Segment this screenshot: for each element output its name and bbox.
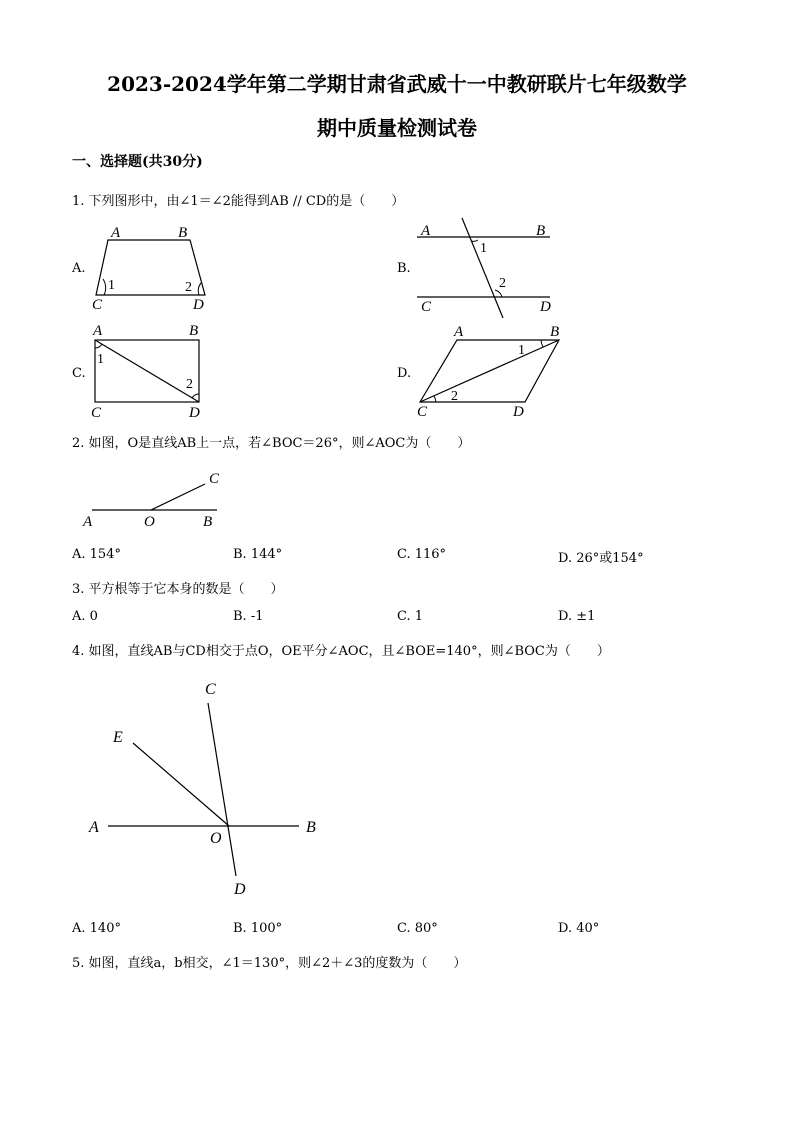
q1c-label-C: C xyxy=(91,405,102,421)
section-heading: 一、选择题(共30分) xyxy=(72,154,203,170)
q4-label-E: E xyxy=(113,729,123,746)
q1c-label-1: 1 xyxy=(97,352,104,367)
q3-option-a: A. 0 xyxy=(72,609,98,624)
q1a-label-D: D xyxy=(193,297,204,313)
q1c-label-2: 2 xyxy=(186,377,193,392)
q1b-label-B: B xyxy=(536,223,546,239)
q1b-label-A: A xyxy=(421,223,431,239)
q1-option-d: D. xyxy=(397,366,412,381)
q1d-label-B: B xyxy=(550,324,560,340)
q2-label-B: B xyxy=(203,514,213,530)
q1b-label-C: C xyxy=(421,299,432,315)
q1a-label-2: 2 xyxy=(185,280,192,295)
q2-label-O: O xyxy=(144,514,155,530)
q4-option-d: D. 40° xyxy=(558,921,600,936)
q1c-label-D: D xyxy=(189,405,200,421)
q1-option-b: B. xyxy=(397,261,411,276)
q2-option-a: A. 154° xyxy=(72,547,121,562)
q1c-label-A: A xyxy=(93,323,103,339)
question-4-stem: 4. 如图，直线AB与CD相交于点O，OE平分∠AOC，且∠BOE=140°，则∠BOC为（ ） xyxy=(72,644,610,659)
q3-option-d: D. ±1 xyxy=(558,609,596,624)
q1d-label-C: C xyxy=(417,404,428,420)
q1b-label-D: D xyxy=(540,299,551,315)
q4-label-D: D xyxy=(234,881,246,898)
q3-option-c: C. 1 xyxy=(397,609,424,624)
question-1-stem: 1. 下列图形中，由∠1＝∠2能得到AB // CD的是（ ） xyxy=(72,194,405,209)
q4-label-B: B xyxy=(306,819,316,836)
q4-option-b: B. 100° xyxy=(233,921,283,936)
q1a-label-C: C xyxy=(92,297,103,313)
page-title-line-2: 期中质量检测试卷 xyxy=(317,116,477,140)
q4-label-A: A xyxy=(89,819,99,836)
q2-option-d: D. 26°或154° xyxy=(558,551,644,566)
q1a-label-B: B xyxy=(178,225,188,241)
q1d-label-1: 1 xyxy=(518,343,525,358)
q2-option-b: B. 144° xyxy=(233,547,283,562)
q3-option-b: B. -1 xyxy=(233,609,264,624)
q2-label-A: A xyxy=(83,514,93,530)
q1b-label-1: 1 xyxy=(480,241,487,256)
question-2-stem: 2. 如图，O是直线AB上一点，若∠BOC＝26°，则∠AOC为（ ） xyxy=(72,436,471,451)
q1a-label-1: 1 xyxy=(108,278,115,293)
q4-label-C: C xyxy=(205,681,216,698)
question-3-stem: 3. 平方根等于它本身的数是（ ） xyxy=(72,582,284,597)
q1-option-a: A. xyxy=(72,261,86,276)
q1d-label-2: 2 xyxy=(451,389,458,404)
q2-option-c: C. 116° xyxy=(397,547,447,562)
q4-option-c: C. 80° xyxy=(397,921,438,936)
q1d-label-A: A xyxy=(454,324,464,340)
q1-option-c: C. xyxy=(72,366,86,381)
q4-option-a: A. 140° xyxy=(72,921,121,936)
page-title-line-1: 2023-2024学年第二学期甘肃省武威十一中教研联片七年级数学 xyxy=(107,72,687,96)
q1a-label-A: A xyxy=(111,225,121,241)
q1d-label-D: D xyxy=(513,404,524,420)
q2-label-C: C xyxy=(209,471,220,487)
q1b-label-2: 2 xyxy=(499,276,506,291)
question-5-stem: 5. 如图，直线a，b相交，∠1＝130°，则∠2＋∠3的度数为（ ） xyxy=(72,956,467,971)
q1c-label-B: B xyxy=(189,323,199,339)
q4-label-O: O xyxy=(210,830,222,847)
